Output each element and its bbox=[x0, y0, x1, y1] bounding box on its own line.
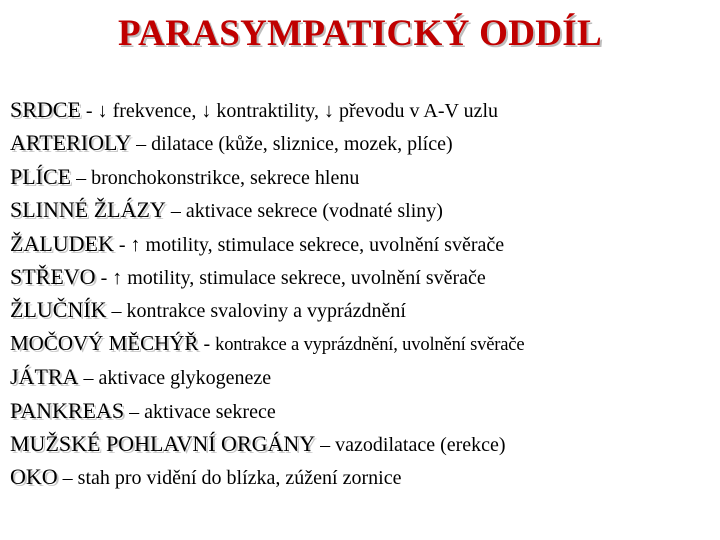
organ-name: OKO bbox=[10, 464, 58, 490]
effect-description: vazodilatace (erekce) bbox=[335, 433, 506, 456]
effect-description: aktivace sekrece (vodnaté sliny) bbox=[185, 200, 443, 223]
separator: – bbox=[71, 166, 92, 189]
slide-title: PARASYMPATICKÝ ODDÍL bbox=[118, 13, 602, 54]
effect-description: ↑ motility, stimulace sekrece, uvolnění svěrače bbox=[130, 233, 505, 256]
effect-description: bronchokonstrikce, sekrece hlenu bbox=[91, 166, 360, 189]
list-item bbox=[10, 293, 716, 326]
separator: – bbox=[131, 133, 152, 156]
separator: - bbox=[95, 266, 113, 289]
organ-name: STŘEVO bbox=[10, 263, 96, 289]
effect-description: stah pro vidění do blízka, zúžení zornice bbox=[77, 467, 402, 490]
separator: – bbox=[106, 300, 127, 323]
list-item bbox=[10, 260, 716, 293]
list-item bbox=[10, 93, 716, 126]
separator: - bbox=[80, 100, 98, 122]
organ-name: ŽLUČNÍK bbox=[10, 297, 107, 323]
organ-name: ARTERIOLY bbox=[10, 130, 132, 156]
list-item bbox=[10, 427, 716, 460]
effect-description: kontrakce a vyprázdnění, uvolnění svěrače bbox=[215, 333, 525, 355]
effect-description: aktivace sekrece bbox=[144, 400, 276, 423]
organ-name: ŽALUDEK bbox=[10, 230, 114, 256]
separator: - bbox=[113, 233, 131, 256]
organ-name: JÁTRA bbox=[10, 364, 79, 390]
organ-name: SRDCE bbox=[10, 97, 81, 122]
list-item bbox=[10, 360, 716, 393]
organ-name: MOČOVÝ MĚCHÝŘ bbox=[10, 330, 199, 355]
list-item bbox=[10, 227, 716, 260]
separator: – bbox=[78, 367, 99, 390]
list-item bbox=[10, 460, 716, 493]
organ-name: PANKREAS bbox=[10, 397, 125, 423]
effect-description: ↑ motility, stimulace sekrece, uvolnění svěrače bbox=[112, 266, 486, 289]
separator: - bbox=[198, 332, 216, 355]
effect-description: aktivace glykogeneze bbox=[98, 367, 272, 390]
organ-name: SLINNÉ ŽLÁZY bbox=[10, 197, 166, 223]
effect-description: kontrakce svaloviny a vyprázdnění bbox=[126, 300, 406, 323]
organ-name: MUŽSKÉ POHLAVNÍ ORGÁNY bbox=[10, 430, 316, 456]
organ-effect-list bbox=[10, 93, 716, 494]
organ-name: PLÍCE bbox=[10, 163, 72, 189]
list-item bbox=[10, 327, 716, 360]
effect-description: ↓ frekvence, ↓ kontraktility, ↓ převodu v A-V uzlu bbox=[97, 100, 499, 122]
list-item bbox=[10, 160, 716, 193]
separator: – bbox=[315, 433, 336, 456]
separator: – bbox=[165, 200, 186, 223]
list-item bbox=[10, 394, 716, 427]
effect-description: dilatace (kůže, sliznice, mozek, plíce) bbox=[151, 133, 453, 156]
list-item bbox=[10, 126, 716, 159]
separator: – bbox=[57, 467, 78, 490]
separator: – bbox=[124, 400, 145, 423]
list-item bbox=[10, 193, 716, 226]
